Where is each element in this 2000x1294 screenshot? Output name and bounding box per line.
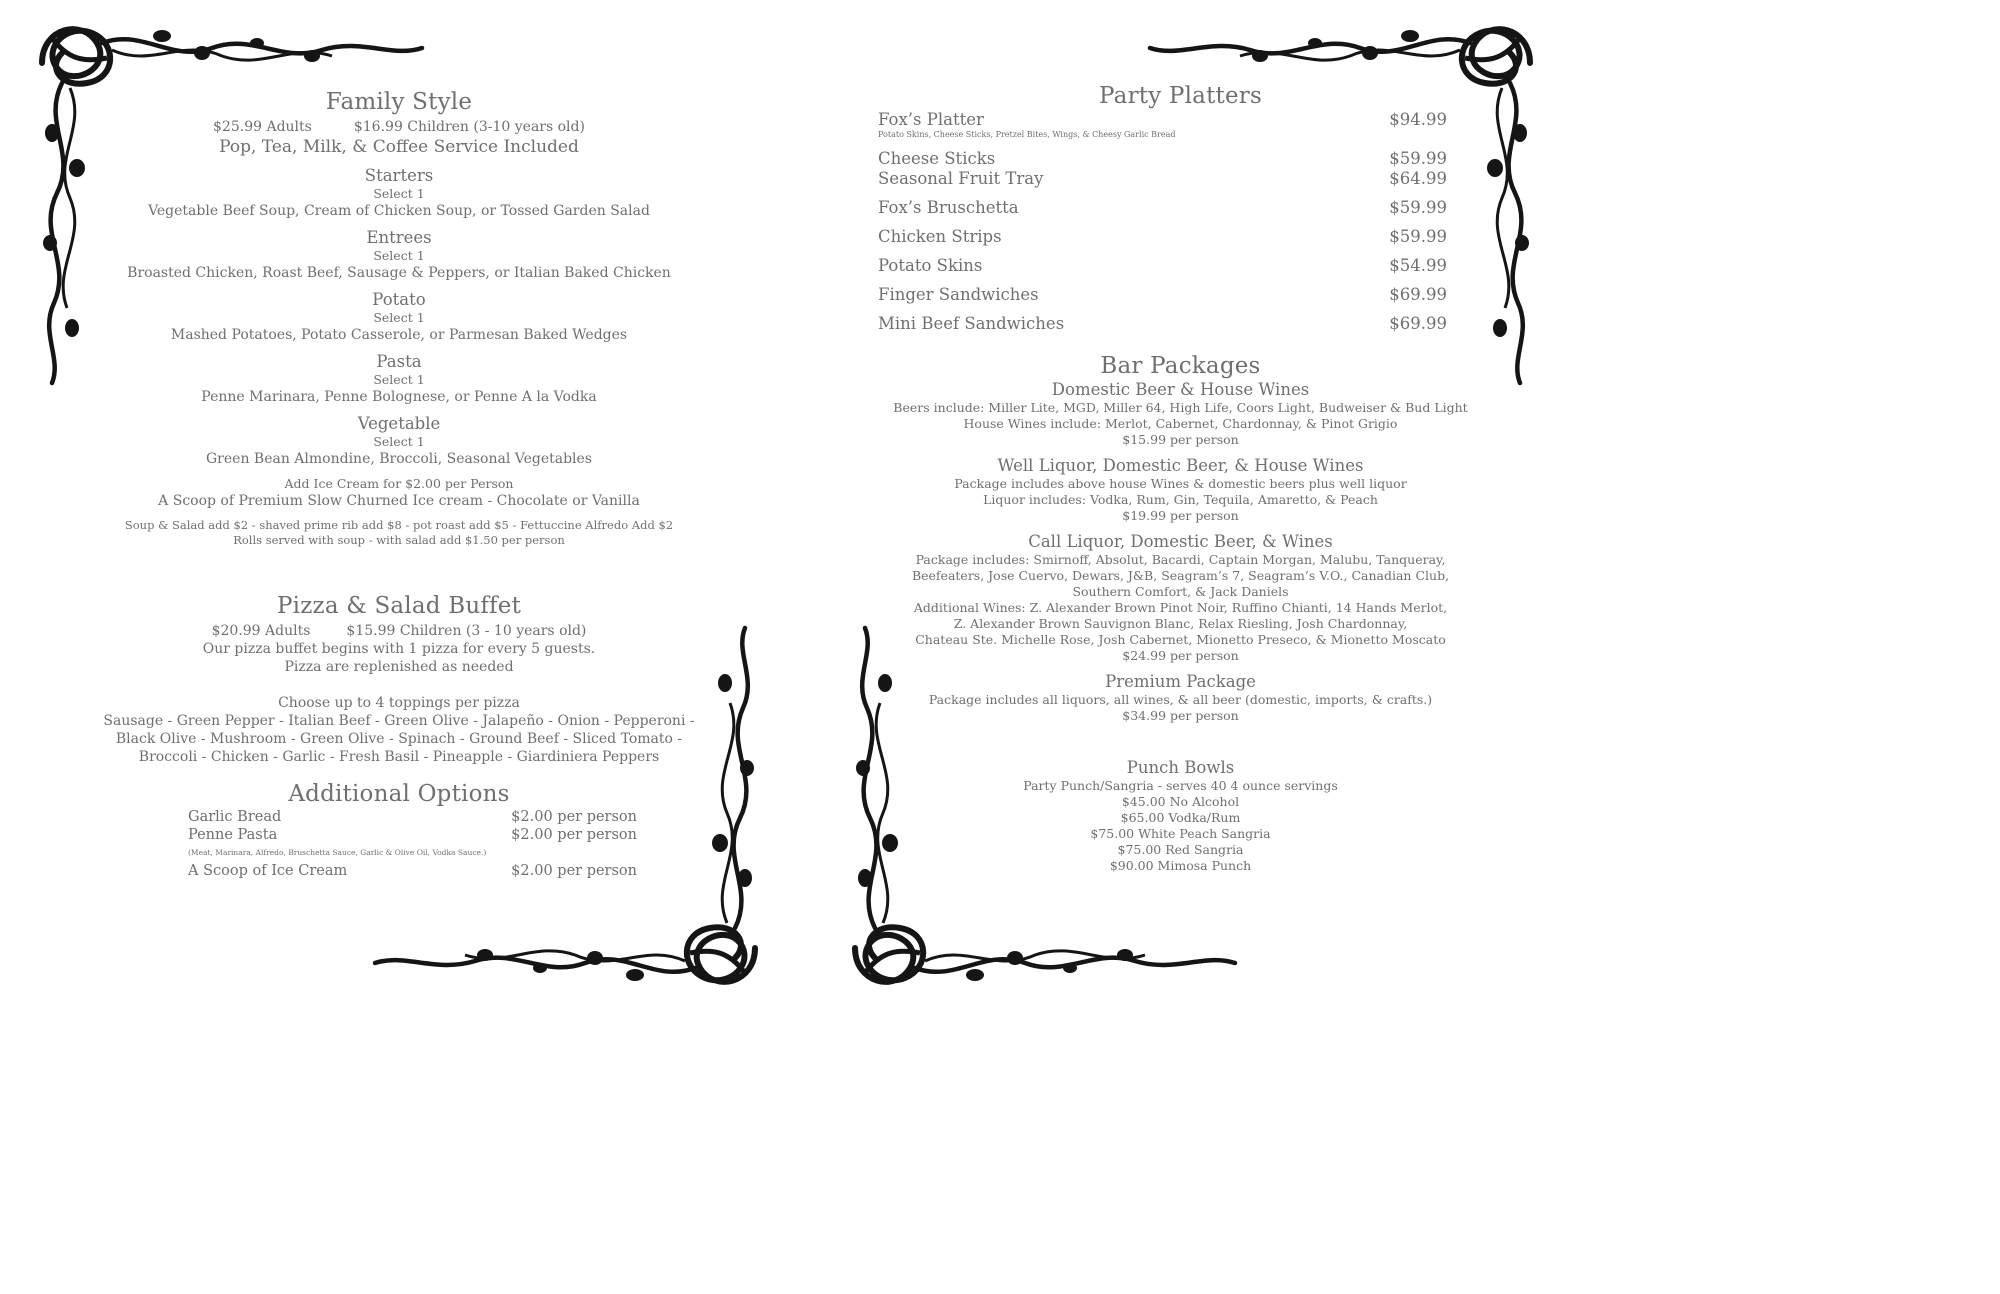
package-line: Additional Wines: Z. Alexander Brown Pinot Noir, Ruffino Chianti, 14 Hands Merlot, bbox=[913, 600, 1448, 615]
platter-name: Potato Skins bbox=[878, 256, 983, 275]
platter-price: $54.99 bbox=[1389, 256, 1447, 275]
package-price: $24.99 per person bbox=[1122, 648, 1239, 663]
party-platters-section bbox=[878, 82, 1483, 334]
course-items: Broasted Chicken, Roast Beef, Sausage & Peppers, or Italian Baked Chicken bbox=[127, 265, 671, 281]
course-items: Penne Marinara, Penne Bolognese, or Penne A la Vodka bbox=[201, 389, 597, 405]
package-line: Z. Alexander Brown Sauvignon Blanc, Relax Riesling, Josh Chardonnay, bbox=[953, 616, 1408, 631]
pizza-buffet-section bbox=[100, 592, 698, 766]
option-name: Garlic Bread bbox=[188, 809, 282, 825]
course-items: Mashed Potatoes, Potato Casserole, or Parmesan Baked Wedges bbox=[170, 327, 628, 343]
family-style-title: Family Style bbox=[325, 89, 473, 115]
pizza-buffet-title: Pizza & Salad Buffet bbox=[276, 593, 522, 619]
course-select: Select 1 bbox=[373, 372, 425, 387]
pasta-sauce-note: (Meat, Marinara, Alfredo, Bruschetta Sauce, Garlic & Olive Oil, Vodka Sauce.) bbox=[188, 848, 487, 857]
addons-line-1: Soup & Salad add $2 - shaved prime rib add $8 - pot roast add $5 - Fettuccine Alfredo Add $2 bbox=[124, 518, 674, 532]
punch-line: $65.00 Vodka/Rum bbox=[1120, 810, 1241, 825]
pizza-line-2: Pizza are replenished as needed bbox=[284, 659, 514, 675]
additional-options-section bbox=[100, 780, 698, 880]
platter-name: Chicken Strips bbox=[878, 227, 1002, 246]
punch-line: $90.00 Mimosa Punch bbox=[1109, 858, 1252, 873]
platter-name: Mini Beef Sandwiches bbox=[878, 314, 1065, 333]
course-items: Vegetable Beef Soup, Cream of Chicken Soup, or Tossed Garden Salad bbox=[148, 203, 650, 219]
right-page bbox=[878, 82, 1483, 874]
package-price: $15.99 per person bbox=[1122, 432, 1239, 447]
pizza-buffet-prices bbox=[100, 622, 698, 640]
course-select: Select 1 bbox=[373, 310, 425, 325]
option-row bbox=[100, 826, 698, 844]
family-style-child-price: $16.99 Children (3-10 years old) bbox=[353, 119, 585, 135]
toppings-line-1: Sausage - Green Pepper - Italian Beef - Green Olive - Jalapeño - Onion - Pepperoni - bbox=[103, 713, 695, 729]
course-name: Starters bbox=[364, 166, 434, 185]
ice-cream-addon bbox=[100, 476, 698, 510]
package-line: Chateau Ste. Michelle Rose, Josh Cabernet, Mionetto Preseco, & Mionetto Moscato bbox=[915, 632, 1446, 647]
package-line: Liquor includes: Vodka, Rum, Gin, Tequila, Amaretto, & Peach bbox=[983, 492, 1378, 507]
package-line: Package includes above house Wines & domestic beers plus well liquor bbox=[954, 476, 1407, 491]
course-entrees bbox=[100, 228, 698, 282]
punch-line: Party Punch/Sangria - serves 40 4 ounce servings bbox=[1023, 778, 1338, 793]
pizza-child-price: $15.99 Children (3 - 10 years old) bbox=[346, 623, 587, 639]
toppings-intro: Choose up to 4 toppings per pizza bbox=[278, 695, 520, 711]
platter-price: $59.99 bbox=[1389, 198, 1447, 217]
platter-price: $69.99 bbox=[1389, 314, 1447, 333]
platter-row bbox=[878, 285, 1483, 305]
package-line: Package includes: Smirnoff, Absolut, Bacardi, Captain Morgan, Malubu, Tanqueray, bbox=[915, 552, 1446, 567]
option-name: A Scoop of Ice Cream bbox=[188, 863, 348, 879]
platter-price: $59.99 bbox=[1389, 149, 1447, 168]
package-line: Beers include: Miller Lite, MGD, Miller 64, High Life, Coors Light, Budweiser & Bud Light bbox=[893, 400, 1468, 415]
package-line: Beefeaters, Jose Cuervo, Dewars, J&B, Seagram’s 7, Seagram’s V.O., Canadian Club, bbox=[911, 568, 1450, 583]
course-name: Entrees bbox=[366, 228, 432, 247]
pizza-adult-price: $20.99 Adults bbox=[211, 623, 311, 639]
package-name: Premium Package bbox=[1105, 672, 1256, 691]
platter-name: Fox’s Platter bbox=[878, 110, 984, 129]
bar-packages-title: Bar Packages bbox=[1100, 353, 1261, 379]
punch-line: $75.00 Red Sangria bbox=[1117, 842, 1244, 857]
platter-name: Finger Sandwiches bbox=[878, 285, 1039, 304]
bar-package-call bbox=[878, 532, 1483, 664]
platter-row bbox=[878, 314, 1483, 334]
party-platters-title: Party Platters bbox=[1099, 83, 1262, 109]
platter-name: Cheese Sticks bbox=[878, 149, 996, 168]
platter-row bbox=[878, 169, 1483, 189]
platter-row bbox=[878, 110, 1483, 130]
bar-package-well bbox=[878, 456, 1483, 524]
bar-package-domestic bbox=[878, 380, 1483, 448]
family-style-adult-price: $25.99 Adults bbox=[213, 119, 312, 135]
platter-row bbox=[878, 227, 1483, 247]
pizza-line-1: Our pizza buffet begins with 1 pizza for every 5 guests. bbox=[202, 641, 596, 657]
package-line: Southern Comfort, & Jack Daniels bbox=[1072, 584, 1289, 599]
punch-line: $45.00 No Alcohol bbox=[1121, 794, 1240, 809]
course-select: Select 1 bbox=[373, 248, 425, 263]
platter-row bbox=[878, 256, 1483, 276]
ice-cream-line-1: Add Ice Cream for $2.00 per Person bbox=[284, 476, 514, 491]
course-select: Select 1 bbox=[373, 186, 425, 201]
option-row bbox=[100, 808, 698, 826]
platter-row bbox=[878, 149, 1483, 169]
bar-packages-section bbox=[878, 352, 1483, 724]
ice-cream-line-2: A Scoop of Premium Slow Churned Ice cream - Chocolate or Vanilla bbox=[158, 493, 640, 509]
course-name: Pasta bbox=[376, 352, 422, 371]
family-style-section bbox=[100, 88, 698, 548]
toppings-line-3: Broccoli - Chicken - Garlic - Fresh Basil - Pineapple - Giardiniera Peppers bbox=[138, 749, 660, 765]
package-price: $19.99 per person bbox=[1122, 508, 1239, 523]
addons-note bbox=[100, 518, 698, 548]
option-price: $2.00 per person bbox=[511, 809, 637, 825]
family-style-service: Pop, Tea, Milk, & Coffee Service Included bbox=[219, 137, 579, 157]
package-name: Domestic Beer & House Wines bbox=[1051, 380, 1310, 399]
platter-price: $64.99 bbox=[1389, 169, 1447, 188]
option-name: Penne Pasta bbox=[188, 827, 278, 843]
course-starters bbox=[100, 166, 698, 220]
package-name: Well Liquor, Domestic Beer, & House Wines bbox=[997, 456, 1364, 475]
platter-price: $69.99 bbox=[1389, 285, 1447, 304]
course-potato bbox=[100, 290, 698, 344]
course-pasta bbox=[100, 352, 698, 406]
platter-name: Seasonal Fruit Tray bbox=[878, 169, 1044, 188]
package-price: $34.99 per person bbox=[1122, 708, 1239, 723]
punch-line: $75.00 White Peach Sangria bbox=[1090, 826, 1271, 841]
package-name: Call Liquor, Domestic Beer, & Wines bbox=[1028, 532, 1333, 551]
package-line: Package includes all liquors, all wines, & all beer (domestic, imports, & crafts.) bbox=[928, 692, 1433, 707]
option-price: $2.00 per person bbox=[511, 863, 637, 879]
addons-line-2: Rolls served with soup - with salad add $1.50 per person bbox=[233, 533, 565, 547]
course-items: Green Bean Almondine, Broccoli, Seasonal Vegetables bbox=[206, 451, 592, 467]
bar-package-premium bbox=[878, 672, 1483, 724]
family-style-prices bbox=[100, 118, 698, 136]
option-price: $2.00 per person bbox=[511, 827, 637, 843]
left-page bbox=[100, 88, 698, 880]
platter-price: $94.99 bbox=[1389, 110, 1447, 129]
platter-description: Potato Skins, Cheese Sticks, Pretzel Bites, Wings, & Cheesy Garlic Bread bbox=[878, 130, 1176, 139]
course-name: Potato bbox=[372, 290, 426, 309]
platter-price: $59.99 bbox=[1389, 227, 1447, 246]
platter-row bbox=[878, 198, 1483, 218]
punch-bowls-section bbox=[878, 758, 1483, 874]
additional-options-title: Additional Options bbox=[288, 781, 510, 807]
punch-bowls-title: Punch Bowls bbox=[1126, 758, 1235, 777]
course-name: Vegetable bbox=[357, 414, 441, 433]
course-select: Select 1 bbox=[373, 434, 425, 449]
course-vegetable bbox=[100, 414, 698, 468]
toppings-line-2: Black Olive - Mushroom - Green Olive - Spinach - Ground Beef - Sliced Tomato - bbox=[115, 731, 683, 747]
package-line: House Wines include: Merlot, Cabernet, Chardonnay, & Pinot Grigio bbox=[963, 416, 1398, 431]
platter-name: Fox’s Bruschetta bbox=[878, 198, 1019, 217]
option-row bbox=[100, 862, 698, 880]
